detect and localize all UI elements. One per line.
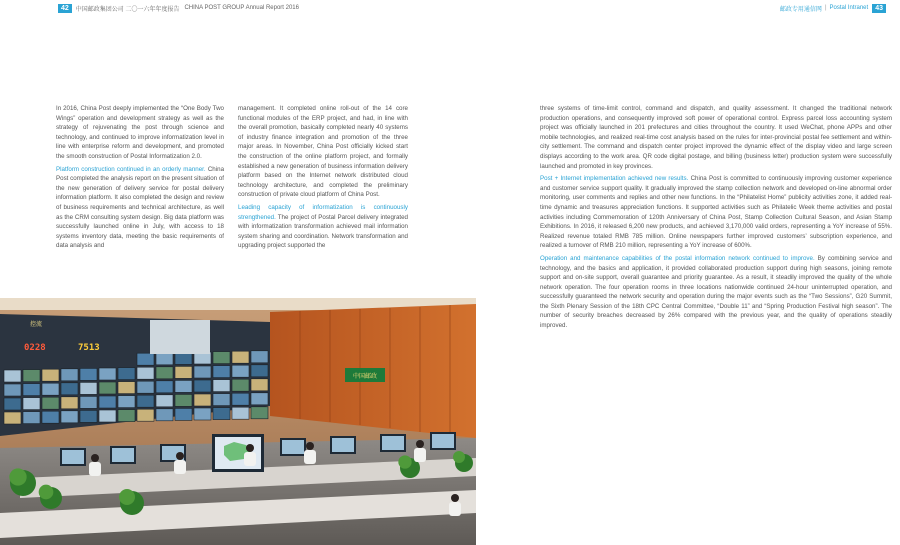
video-wall-panel	[194, 366, 211, 378]
video-wall-panel	[61, 397, 78, 409]
plant-leaves	[39, 485, 54, 500]
monitor-screen	[282, 440, 304, 454]
paragraph	[56, 165, 224, 251]
video-wall-panel	[156, 353, 173, 365]
wall-title: 控流	[30, 321, 43, 328]
video-wall-panel	[175, 352, 192, 364]
person-head	[246, 444, 254, 452]
control-room-photo	[0, 298, 476, 545]
video-wall-panel	[80, 410, 97, 422]
section-heading: Platform construction continued in an orderly manner.	[56, 165, 206, 173]
person-head	[416, 440, 424, 448]
paragraph: In 2016, China Post deeply implemented the “One Body Two Wings” operation and development strategy as well as the strategy of rejuvenating the post through science and technology, and continued to improve informatization level in line with enterprise reform and development, and promoted the smooth construction of Postal Informatization 2.0.	[56, 105, 224, 160]
video-wall-panel	[251, 365, 268, 377]
video-wall-panel	[156, 395, 173, 407]
video-wall-panel	[42, 369, 59, 381]
video-wall-panel	[213, 352, 230, 364]
video-wall-panel	[156, 381, 173, 393]
video-wall-panel	[137, 381, 154, 393]
video-wall-panel	[232, 407, 249, 419]
person-body	[414, 448, 426, 462]
video-wall-panel	[61, 411, 78, 423]
video-wall-panel	[23, 412, 40, 424]
monitor-screen	[112, 448, 134, 462]
control-room-illustration	[0, 298, 476, 545]
page-header-right: 邮政专用通信网 | Postal Intranet 43	[780, 3, 886, 13]
paragraph-body: The project of Postal Parcel delivery integrated with informatization transformation achieved mail information system sharing and coordination. Network transformation and upgrading project supported the	[238, 213, 408, 250]
video-wall-panel	[137, 367, 154, 379]
video-wall-panel	[99, 410, 116, 422]
person-body	[89, 462, 101, 476]
monitor-screen	[332, 438, 354, 452]
video-wall-panel	[251, 393, 268, 405]
text-column-2	[238, 104, 408, 254]
text-column-3	[540, 104, 892, 334]
video-wall-panel	[175, 408, 192, 420]
page-header-left	[58, 3, 299, 13]
video-wall-panel	[251, 407, 268, 419]
video-wall-panel	[213, 380, 230, 392]
video-wall-panel	[23, 384, 40, 396]
paragraph	[540, 174, 892, 251]
person-head	[306, 442, 314, 450]
video-wall-panel	[80, 396, 97, 408]
video-wall-panel	[42, 411, 59, 423]
video-wall-panel	[232, 365, 249, 377]
video-wall-panel	[4, 412, 21, 424]
paragraph: management. It completed online roll-out of the 14 core functional modules of the ERP project, and had, in line with the overall promotion, basically completed nearly 40 systems of industry finance integration and promotion of the three major areas. In November, China Post officially kicked start the construction of the online platform project, and formally established a new generation of business information delivery platform based on the Internet network distributed cloud technology architecture, and completed the preliminary construction of private cloud platform of China Post.	[238, 105, 408, 199]
page-number-right: 43	[872, 4, 886, 13]
person-head	[176, 452, 184, 460]
paragraph-body: By combining service and technology, and the basics and application, it provided collaborated production support during high seasons, joining remote support and on-site support, overall guarantee and priority guarantee. As a result, it steadily improved the quality of the whole network operation. The four operation rooms in three locations nationwide continued 24-hour uninterrupted operation, and successfully guaranteed the network security and operation during the major events such as the “Two Sessions”, G20 Summit, the Sixth Plenary Session of the 18th CPC Central Committee, “Double 11” and “Spring Production Festival high season”. The number of security breaches decreased by 26% compared with the previous year, and the quality of operations steadily improved.	[540, 254, 892, 330]
video-wall-feed	[150, 320, 210, 354]
video-wall-panel	[194, 408, 211, 420]
video-wall-panel	[175, 366, 192, 378]
paragraph	[540, 254, 892, 331]
video-wall-panel	[156, 409, 173, 421]
paragraph-body: China Post is committed to continuously improving customer experience and customer service support quality. It gradually improved the stamp collection network and developed on-line abnormal order monitoring, user comments and replies and other new functions. In the “Philatelist Home” publicity activities zone, it added real-time dynamic and treasures appreciation functions. It supported activities such as Philatelic Week theme activities and postal activities including Commemoration of 120th Anniversary of China Post, Stamp Collection Cultural Season, and Asian Stamp Exhibitions. In 2016, it released 6,200 new products, and achieved 3,170,000 valid orders, representing a YoY increase of 55%. Realized revenue totaled RMB 785 million. Online newspapers further improved customers’ subscription experience, and realized a turnover of RMB 210 million, representing a YoY increase of 600%.	[540, 175, 892, 250]
video-wall-panel	[4, 384, 21, 396]
logo-text: 中国邮政	[352, 373, 378, 380]
video-wall-panel	[99, 382, 116, 394]
plant-leaves	[398, 455, 411, 468]
video-wall-panel	[232, 393, 249, 405]
wall-number: 0228	[24, 343, 46, 353]
plant-leaves	[9, 468, 26, 485]
header-right-en: Postal Intranet	[829, 5, 869, 11]
video-wall-panel	[251, 351, 268, 363]
video-wall-panel	[137, 353, 154, 365]
video-wall-panel	[61, 369, 78, 381]
video-wall-panel	[232, 351, 249, 363]
video-wall-panel	[4, 370, 21, 382]
text-column-1	[56, 104, 224, 254]
header-left-cn: 中国邮政集团公司 二〇一六年年度报告	[75, 6, 180, 13]
video-wall-panel	[118, 382, 135, 394]
person-body	[244, 452, 256, 466]
monitor-screen	[432, 434, 454, 448]
video-wall-panel	[213, 408, 230, 420]
video-wall-panel	[80, 382, 97, 394]
video-wall-panel	[118, 368, 135, 380]
video-wall-panel	[42, 383, 59, 395]
video-wall-panel	[213, 394, 230, 406]
video-wall-panel	[99, 368, 116, 380]
video-wall-panel	[137, 409, 154, 421]
video-wall-panel	[175, 394, 192, 406]
video-wall-panel	[251, 379, 268, 391]
monitor-screen	[382, 436, 404, 450]
header-left-en: CHINA POST GROUP Annual Report 2016	[184, 5, 299, 11]
video-wall-panel	[118, 410, 135, 422]
video-wall-panel	[156, 367, 173, 379]
video-wall-panel	[118, 396, 135, 408]
video-wall-panel	[194, 380, 211, 392]
video-wall-panel	[4, 398, 21, 410]
person-body	[449, 502, 461, 516]
video-wall-panel	[137, 395, 154, 407]
plant-leaves	[453, 451, 465, 463]
wall-number-2: 7513	[78, 343, 100, 353]
person-body	[174, 460, 186, 474]
person-head	[451, 494, 459, 502]
section-heading: Post + Internet implementation achieved new results.	[540, 175, 689, 183]
video-wall-panel	[42, 397, 59, 409]
video-wall-panel	[175, 380, 192, 392]
monitor-screen	[62, 450, 84, 464]
video-wall-panel	[23, 398, 40, 410]
person-body	[304, 450, 316, 464]
section-heading: Leading capacity of informatization is continuously strengthened.	[238, 203, 408, 221]
paragraph-body: China Post completed the analysis report on the present situation of the new generation of delivery service for postal delivery information platform. It also completed the design and review of business requirements and technical architecture, as well as the CRM consulting system design. Big data platform was successfully launched online in July, with access to 18 systems inventory data, meeting the basic requirements of data analysis and	[56, 165, 225, 250]
video-wall-panel	[80, 368, 97, 380]
video-wall-panel	[232, 379, 249, 391]
paragraph	[238, 203, 408, 251]
paragraph: three systems of time-limit control, command and dispatch, and quality assessment. It changed the traditional network production operations, and consequently improved soft power of operational control. Express parcel loss accounting system project was officially launched in 201 prefectures and cities throughout the country. It used WeChat, phone APPs and other mobile technologies, and realized real-time cost analysis based on the rules for inter-provincial postal fee settlement and within-city settlement. The command and dispatch center project improved the dynamic effect of the display video and large screen displays according to the work area. QR code digital postage, and billing (business letter) production system were successfully launched and promoted in key provinces.	[540, 105, 892, 170]
person-head	[91, 454, 99, 462]
page-number-left: 42	[58, 4, 72, 13]
header-right-cn: 邮政专用通信网	[779, 6, 822, 13]
section-heading: Operation and maintenance capabilities of the postal information network continued to improve.	[540, 254, 815, 262]
plant-leaves	[119, 489, 135, 505]
video-wall-panel	[23, 370, 40, 382]
video-wall-panel	[213, 366, 230, 378]
video-wall-panel	[194, 394, 211, 406]
video-wall-panel	[99, 396, 116, 408]
video-wall-panel	[61, 383, 78, 395]
